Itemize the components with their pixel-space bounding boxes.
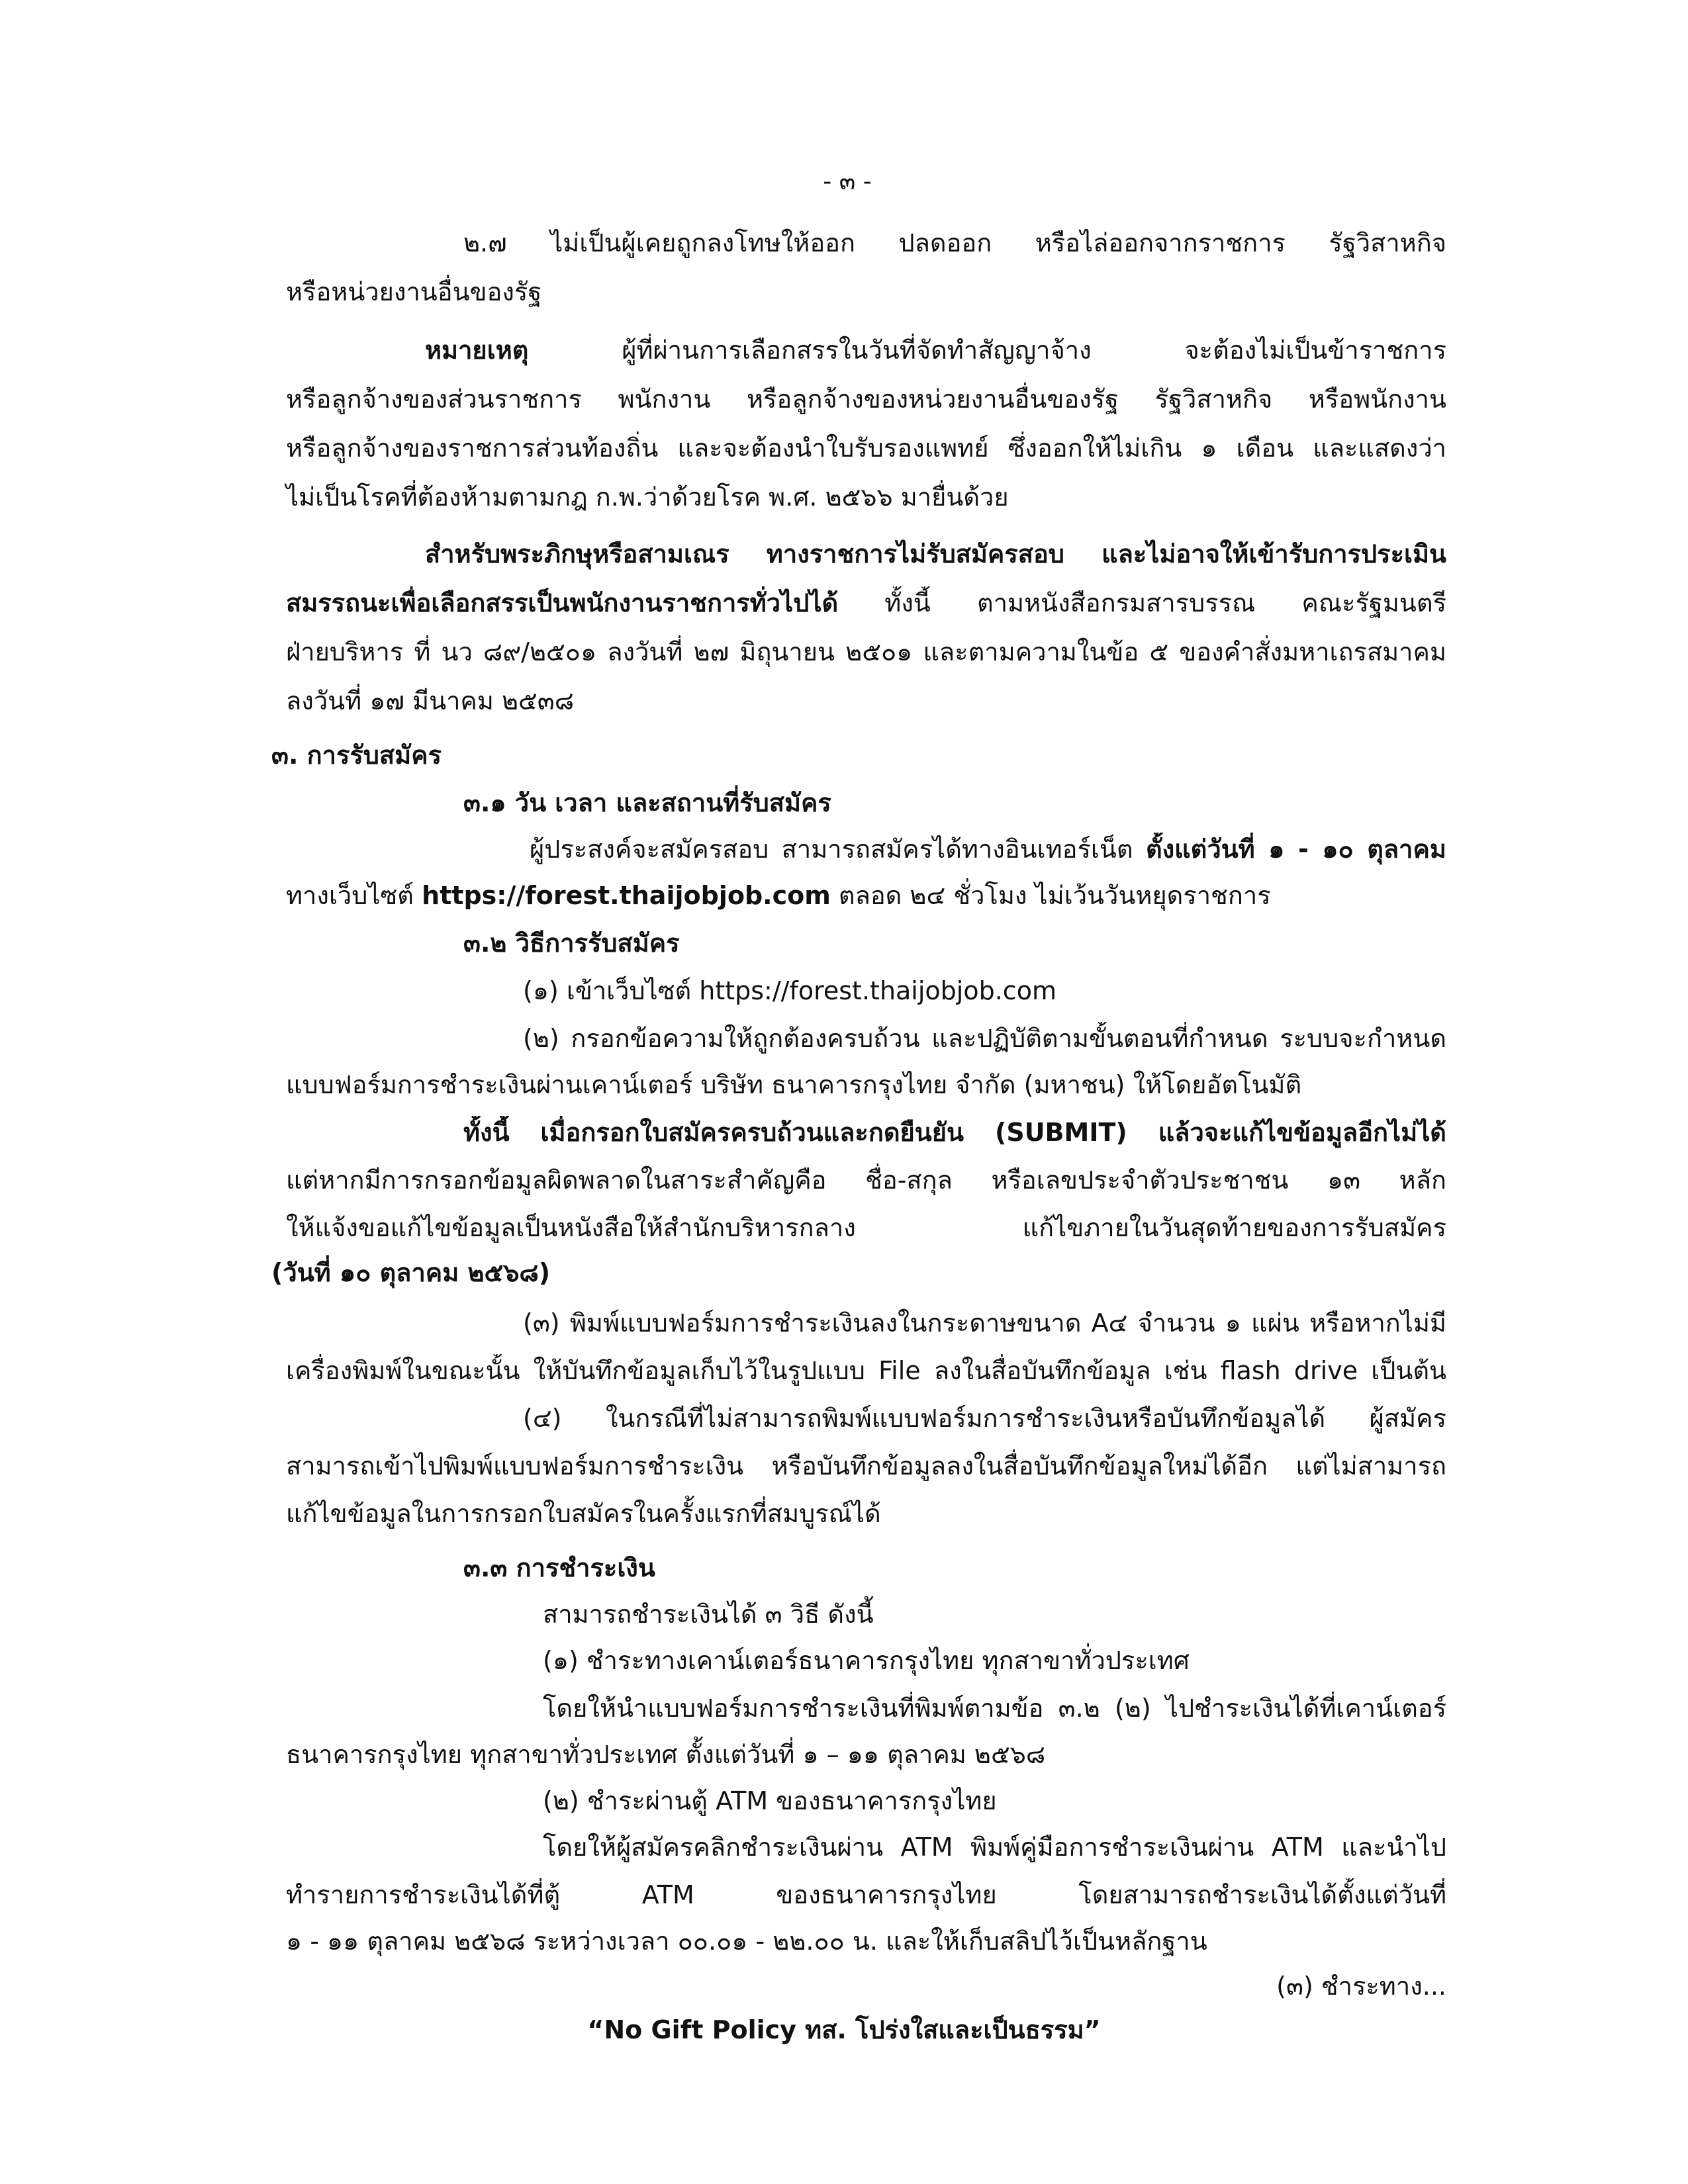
section-3-2-warning-line-1: ทั้งนี้ เมื่อกรอกใบสมัครครบถ้วนและกดยืนยัน (SUBMIT) แล้วจะแก้ไขข้อมูลอีกไม่ได้	[463, 1118, 1446, 1147]
note-line-2: หรือลูกจ้างของส่วนราชการ พนักงาน หรือลูกจ้างของหน่วยงานอื่นของรัฐ รัฐวิสาหกิจ หรือพนักงาน	[286, 385, 1446, 414]
monk-line-1: สำหรับพระภิกษุหรือสามเณร ทางราชการไม่รับสมัครสอบ และไม่อาจให้เข้ารับการประเมิน	[425, 539, 1446, 569]
monk-line-2-text: ทั้งนี้ ตามหนังสือกรมสารบรรณ คณะรัฐมนตรี	[838, 588, 1446, 617]
section-3-2-deadline: (วันที่ ๑๐ ตุลาคม ๒๕๖๘)	[271, 1258, 551, 1287]
website-link[interactable]: https://forest.thaijobjob.com	[422, 881, 831, 910]
section-3-2-item-3-line-2: เครื่องพิมพ์ในขณะนั้น ให้บันทึกข้อมูลเก็บไว้ในรูปแบบ File ลงในสื่อบันทึกข้อมูล เช่น flash drive เป็นต้น	[286, 1356, 1446, 1385]
note-line-1	[425, 334, 1446, 367]
section-3-2-item-2-line-1: (๒) กรอกข้อความให้ถูกต้องครบถ้วน และปฏิบัติตามขั้นตอนที่กำหนด ระบบจะกำหนด	[523, 1024, 1446, 1053]
note-line-3: หรือลูกจ้างของราชการส่วนท้องถิ่น และจะต้องนำใบรับรองแพทย์ ซึ่งออกให้ไม่เกิน ๑ เดือน และแสดงว่า	[286, 433, 1446, 463]
section-3-3-heading: ๓.๓ การชำระเงิน	[463, 1553, 655, 1582]
footer-slogan: “No Gift Policy ทส. โปร่งใสและเป็นธรรม”	[587, 2015, 1101, 2044]
monk-line-4: ลงวันที่ ๑๗ มีนาคม ๒๕๓๘	[286, 686, 575, 715]
section-3-2-warning-line-3: ให้แจ้งขอแก้ไขข้อมูลเป็นหนังสือให้สำนักบริหารกลาง แก้ไขภายในวันสุดท้ายของการรับสมัคร	[286, 1213, 1446, 1242]
payment-method-1-line-3: ธนาคารกรุงไทย ทุกสาขาทั่วประเทศ ตั้งแต่วันที่ ๑ – ๑๑ ตุลาคม ๒๕๖๘	[286, 1740, 1046, 1769]
application-period: ตั้งแต่วันที่ ๑ - ๑๐ ตุลาคม	[1145, 835, 1446, 864]
payment-method-2: (๒) ชำระผ่านตู้ ATM ของธนาคารกรุงไทย	[543, 1786, 997, 1815]
section-3-1-line-2-text-a: ทางเว็บไซต์	[286, 881, 422, 910]
monk-line-2	[286, 586, 1446, 619]
section-3-2-item-3-line-1: (๓) พิมพ์แบบฟอร์มการชำระเงินลงในกระดาษขนาด A๔ จำนวน ๑ แผ่น หรือหากไม่มี	[523, 1308, 1446, 1338]
item-2-7-line-1: ๒.๗ ไม่เป็นผู้เคยถูกลงโทษให้ออก ปลดออก หรือไล่ออกจากราชการ รัฐวิสาหกิจ	[463, 228, 1446, 257]
section-3-1-line-1	[530, 833, 1446, 866]
continuation-note: (๓) ชำระทาง...	[1276, 1972, 1446, 2001]
page-number: - ๓ -	[823, 168, 872, 195]
section-3-1-line-2-text-c: ตลอด ๒๔ ชั่วโมง ไม่เว้นวันหยุดราชการ	[830, 881, 1271, 910]
note-label: หมายเหตุ	[425, 336, 529, 365]
note-line-4: ไม่เป็นโรคที่ต้องห้ามตามกฎ ก.พ.ว่าด้วยโรค พ.ศ. ๒๕๖๖ มายื่นด้วย	[286, 482, 1009, 512]
section-3-2-warning-line-2: แต่หากมีการกรอกข้อมูลผิดพลาดในสาระสำคัญคือ ชื่อ-สกุล หรือเลขประจำตัวประชาชน ๑๓ หลัก	[286, 1165, 1446, 1195]
section-3-heading: ๓. การรับสมัคร	[271, 741, 442, 770]
section-3-1-line-2	[286, 879, 1271, 912]
section-3-1-line-1-text: ผู้ประสงค์จะสมัครสอบ สามารถสมัครได้ทางอินเทอร์เน็ต	[530, 835, 1146, 864]
section-3-2-heading: ๓.๒ วิธีการรับสมัคร	[463, 929, 680, 958]
section-3-2-item-4-line-3: แก้ไขข้อมูลในการกรอกใบสมัครในครั้งแรกที่สมบูรณ์ได้	[286, 1499, 881, 1528]
section-3-1-heading: ๓.๑ วัน เวลา และสถานที่รับสมัคร	[463, 788, 831, 817]
section-3-3-intro: สามารถชำระเงินได้ ๓ วิธี ดังนี้	[543, 1600, 874, 1629]
note-line-1-text: ผู้ที่ผ่านการเลือกสรรในวันที่จัดทำสัญญาจ้าง จะต้องไม่เป็นข้าราชการ	[528, 336, 1446, 365]
section-3-2-item-2-line-2: แบบฟอร์มการชำระเงินผ่านเคาน์เตอร์ บริษัท ธนาคารกรุงไทย จำกัด (มหาชน) ให้โดยอัตโนมัติ	[286, 1070, 1302, 1099]
payment-method-2-line-3: ทำรายการชำระเงินได้ที่ตู้ ATM ของธนาคารกรุงไทย โดยสามารถชำระเงินได้ตั้งแต่วันที่	[286, 1880, 1446, 1909]
section-3-2-item-1: (๑) เข้าเว็บไซต์ https://forest.thaijobjob.com	[523, 976, 1056, 1005]
payment-method-2-line-2: โดยให้ผู้สมัครคลิกชำระเงินผ่าน ATM พิมพ์คู่มือการชำระเงินผ่าน ATM และนำไป	[543, 1833, 1446, 1862]
payment-method-1-line-2: โดยให้นำแบบฟอร์มการชำระเงินที่พิมพ์ตามข้อ ๓.๒ (๒) ไปชำระเงินได้ที่เคาน์เตอร์	[543, 1694, 1446, 1723]
section-3-2-item-4-line-1: (๔) ในกรณีที่ไม่สามารถพิมพ์แบบฟอร์มการชำระเงินหรือบันทึกข้อมูลได้ ผู้สมัคร	[523, 1404, 1446, 1433]
section-3-2-item-4-line-2: สามารถเข้าไปพิมพ์แบบฟอร์มการชำระเงิน หรือบันทึกข้อมูลลงในสื่อบันทึกข้อมูลใหม่ได้อีก แต่ไม่สามารถ	[286, 1451, 1446, 1480]
payment-method-1: (๑) ชำระทางเคาน์เตอร์ธนาคารกรุงไทย ทุกสาขาทั่วประเทศ	[543, 1646, 1190, 1675]
item-2-7-line-2: หรือหน่วยงานอื่นของรัฐ	[286, 277, 542, 306]
monk-line-3: ฝ่ายบริหาร ที่ นว ๘๙/๒๕๐๑ ลงวันที่ ๒๗ มิถุนายน ๒๕๐๑ และตามความในข้อ ๕ ของคำสั่งมหาเถรสมาคม	[286, 637, 1446, 666]
payment-method-2-line-4: ๑ - ๑๑ ตุลาคม ๒๕๖๘ ระหว่างเวลา ๐๐.๐๑ - ๒๒.๐๐ น. และให้เก็บสลิปไว้เป็นหลักฐาน	[286, 1927, 1207, 1956]
monk-line-2-bold: สมรรถนะเพื่อเลือกสรรเป็นพนักงานราชการทั่วไปได้	[286, 588, 839, 617]
